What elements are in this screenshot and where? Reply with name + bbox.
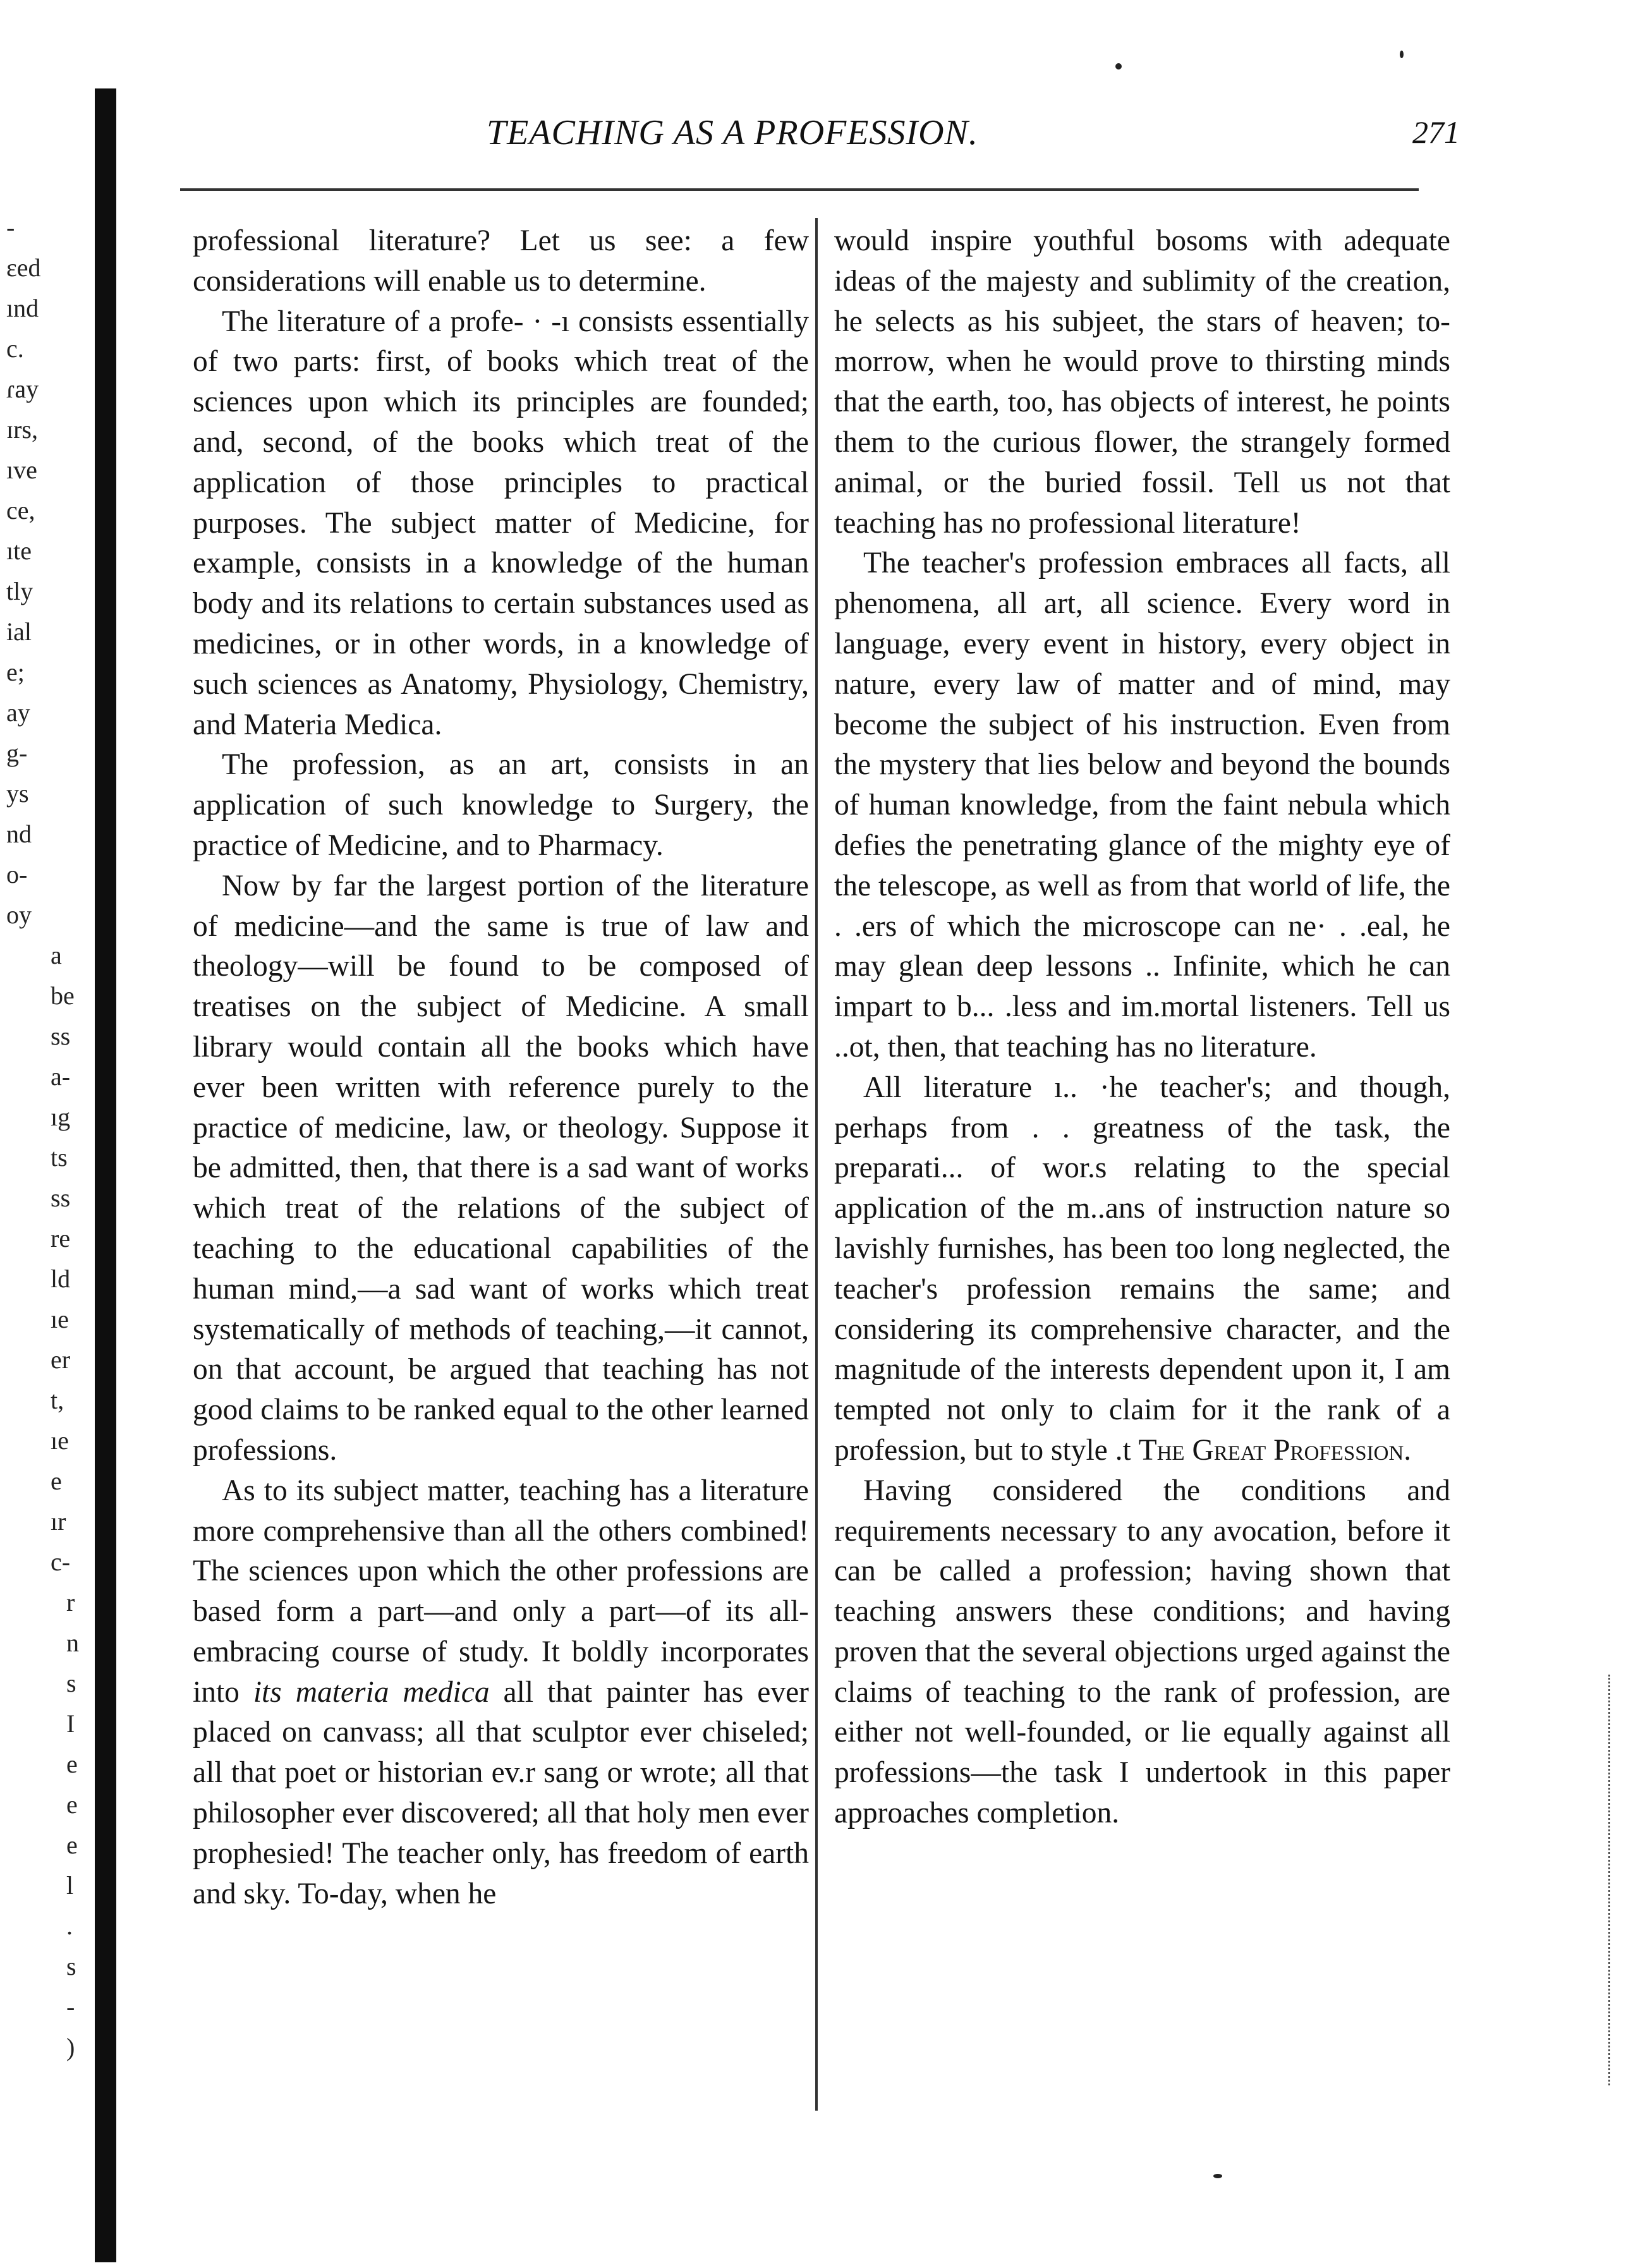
margin-fragment: re — [51, 1224, 71, 1252]
running-title: TEACHING AS A PROFESSION. — [487, 113, 978, 152]
margin-fragment: a- — [51, 1062, 71, 1091]
margin-fragment: e — [66, 1831, 78, 1859]
margin-fragment: ıte — [6, 537, 32, 565]
margin-fragment: e — [66, 1790, 78, 1819]
italic-phrase: its materia medica — [253, 1675, 490, 1709]
margin-fragment: n — [66, 1628, 79, 1657]
left-column — [193, 221, 809, 1914]
margin-fragment: ıe — [51, 1426, 69, 1455]
margin-fragment: ss — [51, 1184, 71, 1212]
margin-fragment: tly — [6, 577, 33, 605]
margin-fragment: r — [66, 1588, 75, 1616]
paragraph: would inspire youthful bosoms with adequate ideas of the majesty and sublimity of the creation, he selects as his subjeet, the stars of heaven; to-morrow, when he would prove to thirsting minds that the earth, too, has objects of interest, he points them to the curious flower, the strangely formed animal, or the buried fossil. Tell us not that teaching has no professional literature! — [834, 224, 1450, 540]
margin-fragment: oy — [6, 901, 32, 929]
page-number: 271 — [1412, 114, 1460, 150]
margin-fragment: - — [66, 1992, 75, 2021]
margin-fragment: nd — [6, 820, 32, 848]
margin-fragment: ɪrs, — [6, 415, 38, 444]
paragraph: The profession, as an art, consists in an application of such knowledge to Surgery, the practice of Medicine, and to Pharmacy. — [193, 748, 809, 862]
margin-fragment: s — [66, 1669, 76, 1697]
scan-speck — [1115, 63, 1122, 70]
margin-fragment: ss — [51, 1022, 71, 1050]
margin-fragment: c- — [51, 1548, 71, 1576]
paragraph: The teacher's profession embraces all facts, all phenomena, all art, all science. Every word in language, every event in history, every object in nature, every law of matter and of mind, may become the subject of his instruction. Even from the mystery that lies below and beyond the bounds of human knowledge, from the faint nebula which defies the penetrating glance of the mighty eye of the telescope, as well as from that world of life, the . .ers of which the microscope can ne· . .eal, he may glean deep lessons .. Infinite, which he can impart to b... .less and im.mortal listeners. Tell us ..ot, then, that teaching has no literature. — [834, 547, 1450, 1064]
paragraph-text: all that painter has ever placed on canvass; all that sculptor ever chiseled; all that poet or historian ev.r sang or wrote; all that philosopher ever discovered; all that holy men ever prophesied! The teacher only, has freedom of earth and sky. To-day, when he — [193, 1675, 810, 1910]
margin-fragment: s — [66, 1952, 76, 1980]
scan-edge-noise — [1608, 1675, 1623, 2085]
margin-fragment: c. — [6, 334, 24, 363]
small-caps-phrase: The Great Profession. — [1138, 1433, 1412, 1467]
running-head — [177, 107, 1472, 158]
margin-fragment: ce, — [6, 496, 35, 525]
paragraph-text: All literature ı.. ·he teacher's; and though, perhaps from . . greatness of the task, the preparati... of wor.s relating to the special application of the m..ans of instruction nature so lavishly furnishes, has been too long neglected, the teacher's profession remains the same; and considering its comprehensive character, and the magnitude of the interests dependent upon it, I am tempted not only to claim for it the rank of a profession, but to style .t — [834, 1070, 1450, 1467]
margin-fragment: e — [51, 1467, 62, 1495]
margin-fragment: er — [51, 1345, 71, 1374]
margin-fragment: ts — [51, 1143, 68, 1172]
margin-fragment: be — [51, 981, 75, 1010]
margin-fragment: g- — [6, 739, 28, 767]
margin-fragment: e; — [6, 658, 25, 686]
margin-fragment: ys — [6, 779, 29, 808]
scan-speck — [1213, 2174, 1222, 2178]
previous-page-fragments — [0, 0, 95, 2268]
paragraph-text: As to its subject matter, teaching has a literature more comprehensive than all the others combined! The sciences upon which the other professions are based form a part—and only a part—of its all-embracing course of study. It boldly incorporates into — [193, 1474, 809, 1709]
margin-fragment: . — [66, 1912, 73, 1940]
margin-fragment: e — [66, 1750, 78, 1778]
margin-fragment: ) — [66, 2033, 75, 2061]
paragraph: The literature of a profe- · -ı consists essentially of two parts: first, of books which treat of the sciences upon which its principles are founded; and, second, of the books which treat of the application of those principles to practical purposes. The subject matter of Medicine, for example, consists in a knowledge of the human body and its relations to certain substances used as medicines, or in other words, in a knowledge of such sciences as Anatomy, Physiology, Chemistry, and Materia Medica. — [193, 305, 809, 741]
margin-fragment: ɾay — [6, 375, 39, 403]
margin-fragment: ır — [51, 1507, 66, 1536]
paragraph — [193, 1471, 809, 1915]
margin-fragment: - — [6, 213, 15, 241]
margin-fragment: t, — [51, 1386, 64, 1414]
binding-shadow — [95, 88, 116, 2262]
right-column — [834, 221, 1450, 1834]
margin-fragment: o- — [6, 860, 28, 888]
paragraph — [834, 1068, 1450, 1471]
margin-fragment: l — [66, 1871, 74, 1900]
margin-fragment: ld — [51, 1264, 71, 1293]
margin-fragment: ıe — [51, 1305, 69, 1333]
header-rule — [180, 188, 1419, 191]
column-divider — [815, 218, 818, 2111]
margin-fragment: ay — [6, 698, 30, 727]
scan-speck — [1400, 51, 1404, 58]
margin-fragment: ınd — [6, 294, 39, 322]
margin-fragment: ıg — [51, 1103, 71, 1131]
margin-fragment: ial — [6, 617, 32, 646]
margin-fragment: I — [66, 1709, 75, 1738]
margin-fragment: a — [51, 941, 62, 969]
paragraph: Now by far the largest portion of the literature of medicine—and the same is true of law and theology—will be found to be composed of treatises on the subject of Medicine. A small library would contain all the books which have ever been written with reference purely to the practice of medicine, law, or theology. Suppose it be admitted, then, that there is a sad want of works which treat of the relations of the subject of teaching to the educational capabilities of the human mind,—a sad want of works which treat systematically of methods of teaching,—it cannot, on that account, be argued that teaching has not good claims to be ranked equal to the other learned professions. — [193, 869, 809, 1467]
margin-fragment: ɛed — [6, 253, 41, 282]
paragraph: Having considered the conditions and requirements necessary to any avocation, before it can be called a profession; having shown that teaching answers these conditions; and having proven that the several objections urged against the claims of teaching to the rank of profession, are either not well-founded, or lie equally against all professions—the task I undertook in this paper approaches completion. — [834, 1474, 1450, 1830]
paragraph: professional literature? Let us see: a few considerations will enable us to determine. — [193, 224, 809, 298]
margin-fragment: ıve — [6, 456, 37, 484]
